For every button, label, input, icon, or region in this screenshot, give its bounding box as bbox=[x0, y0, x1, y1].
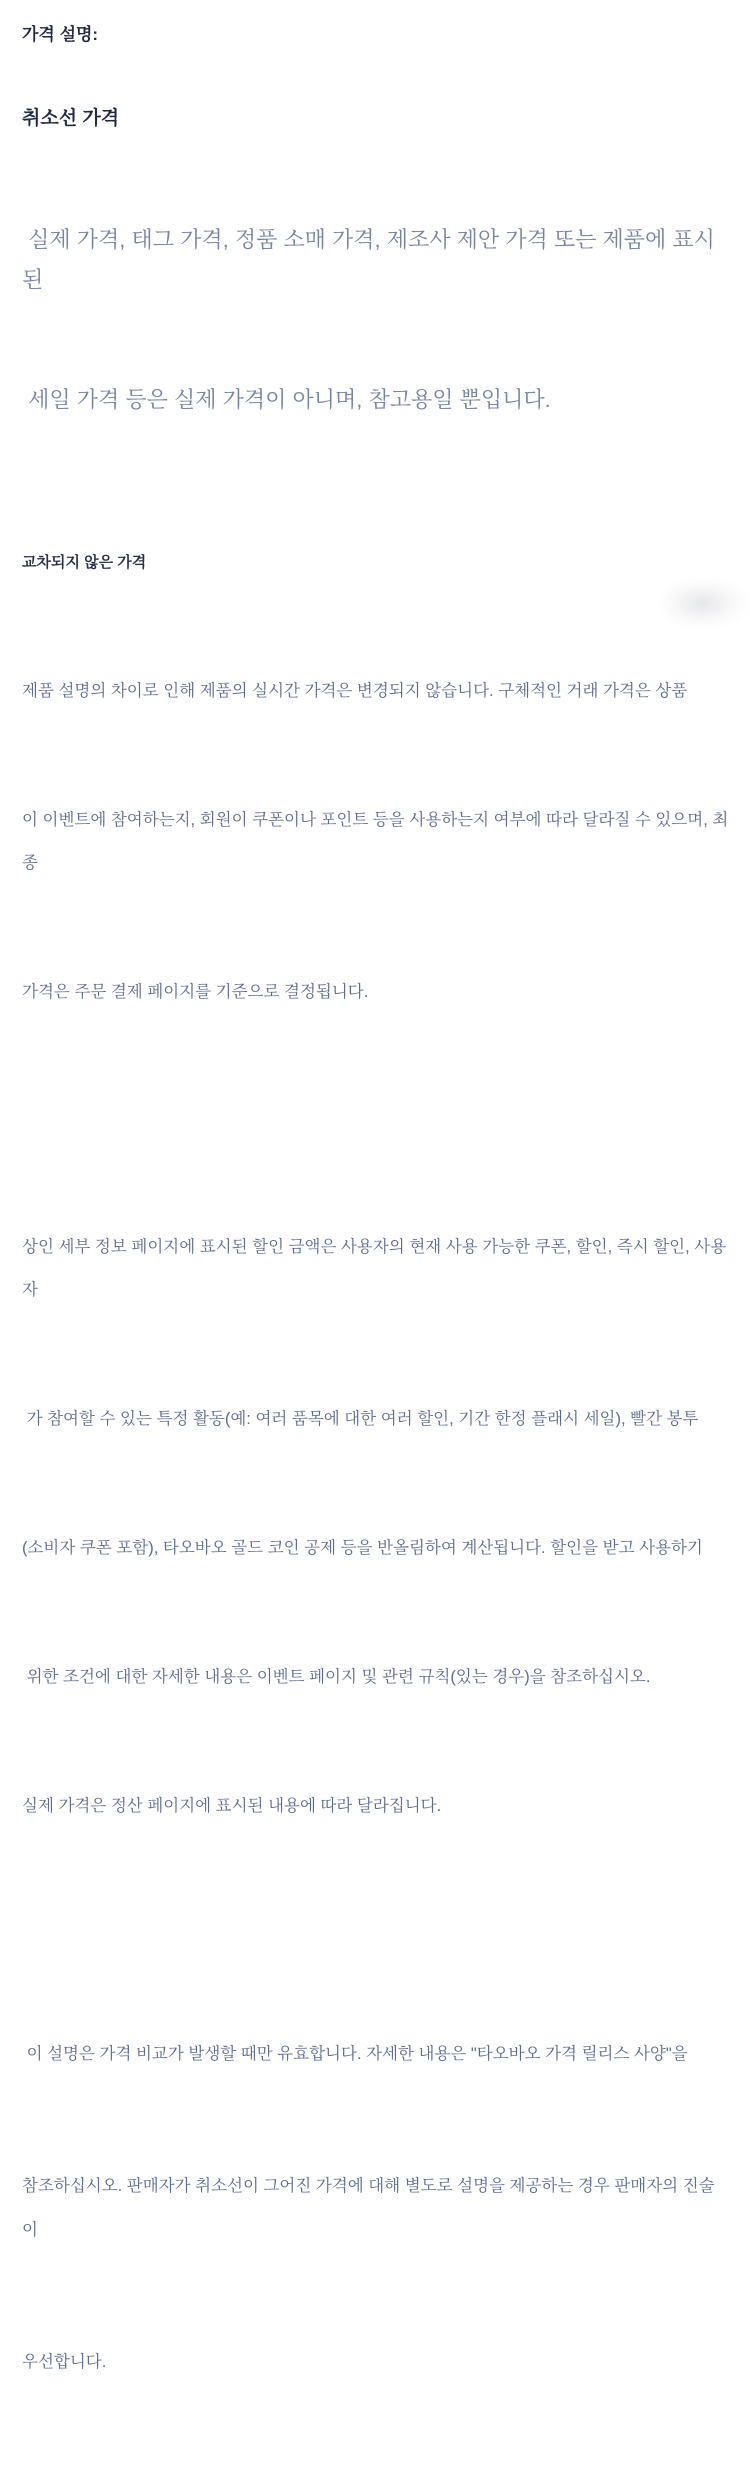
text-line: (소비자 쿠폰 포함), 타오바오 골드 코인 공제 등을 반올림하여 계산됩니다. 할인을 받고 사용하기 bbox=[22, 1539, 703, 1557]
section-heading-uncrossed-price: 교차되지 않은 가격 bbox=[22, 554, 147, 571]
validity-note-paragraph bbox=[22, 1944, 730, 2472]
text-line: 세일 가격 등은 실제 가격이 아니며, 참고용일 뿐입니다. bbox=[22, 387, 551, 412]
uncrossed-price-paragraph bbox=[22, 584, 730, 1100]
text-line: 제품 설명의 차이로 인해 제품의 실시간 가격은 변경되지 않습니다. 구체적인 거래 가격은 상품 bbox=[22, 682, 688, 700]
text-line: 위한 조건에 대한 자세한 내용은 이벤트 페이지 및 관련 규칙(있는 경우)을 참조하십시오. bbox=[22, 1668, 651, 1686]
price-description-document bbox=[0, 23, 750, 2472]
text-line: 상인 세부 정보 페이지에 표시된 할인 금액은 사용자의 현재 사용 가능한 쿠폰, 할인, 즉시 할인, 사용자 bbox=[22, 1238, 727, 1299]
text-line: 실제 가격, 태그 가격, 정품 소매 가격, 제조사 제안 가격 또는 제품에 표시된 bbox=[22, 227, 715, 292]
text-line: 우선합니다. bbox=[22, 2353, 107, 2371]
strikethrough-price-paragraph bbox=[22, 140, 730, 500]
text-line: 실제 가격은 정산 페이지에 표시된 내용에 따라 달라집니다. bbox=[22, 1797, 442, 1815]
section-heading-strikethrough-price: 취소선 가격 bbox=[22, 108, 120, 129]
page-title: 가격 설명: bbox=[22, 25, 99, 44]
text-line: 이 이벤트에 참여하는지, 회원이 쿠폰이나 포인트 등을 사용하는지 여부에 따라 달라질 수 있으며, 최종 bbox=[22, 811, 729, 872]
text-line: 가격은 주문 결제 페이지를 기준으로 결정됩니다. bbox=[22, 983, 369, 1001]
text-line: 이 설명은 가격 비교가 발생할 때만 유효합니다. 자세한 내용은 "타오바오 가격 릴리스 사양"을 bbox=[22, 2045, 688, 2063]
text-line: 참조하십시오. 판매자가 취소선이 그어진 가격에 대해 별도로 설명을 제공하는 경우 판매자의 진술이 bbox=[22, 2177, 715, 2239]
text-line: 가 참여할 수 있는 특정 활동(예: 여러 품목에 대한 여러 할인, 기간 한정 플래시 세일), 빨간 봉투 bbox=[22, 1410, 699, 1428]
discount-amount-paragraph bbox=[22, 1140, 730, 1914]
